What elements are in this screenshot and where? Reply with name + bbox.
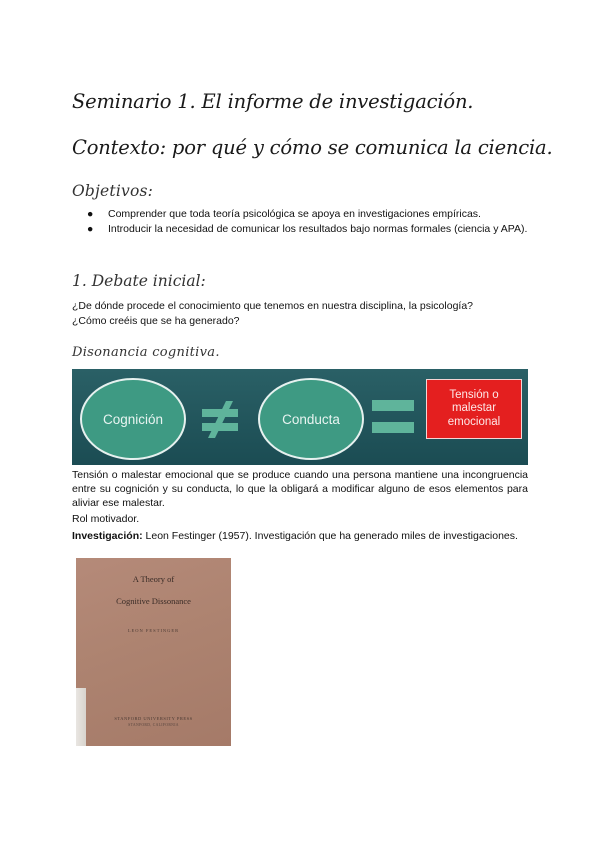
tension-box xyxy=(426,379,522,439)
debate-question: ¿Cómo creéis que se ha generado? xyxy=(72,315,240,327)
debate-question: ¿De dónde procede el conocimiento que tenemos en nuestra disciplina, la psicología? xyxy=(72,300,473,312)
section-heading: Disonancia cognitiva. xyxy=(72,345,220,360)
bullet-icon: ● xyxy=(87,208,94,220)
tension-label: Tensión o malestar emocional xyxy=(447,388,501,428)
cognition-label: Cognición xyxy=(102,411,164,427)
research-label: Investigación: xyxy=(72,530,143,542)
book-place: STANFORD, CALIFORNIA xyxy=(128,723,179,727)
list-item xyxy=(72,208,532,221)
book-cover-photo xyxy=(76,558,231,746)
dissonance-diagram xyxy=(72,369,528,465)
bullet-icon: ● xyxy=(87,223,94,235)
dissonance-definition: Tensión o malestar emocional que se produce cuando una persona mantiene una incongruencia entre su cognición y su conducta, lo que la obligará a modificar alguno de esos elementos para aliviar ese malestar. xyxy=(72,469,528,509)
behavior-ellipse xyxy=(258,378,364,460)
book-author: LEON FESTINGER xyxy=(127,628,180,633)
page-title: Seminario 1. El informe de investigación. xyxy=(72,90,474,113)
behavior-label: Conducta xyxy=(282,411,340,427)
debate-heading: 1. Debate inicial: xyxy=(72,272,206,290)
list-item xyxy=(72,223,532,236)
role-text: Rol motivador. xyxy=(72,513,140,525)
not-equal-icon xyxy=(200,399,240,439)
cognition-ellipse xyxy=(80,378,186,460)
page-subtitle: Contexto: por qué y cómo se comunica la ciencia. xyxy=(72,136,553,159)
objective-text: Comprender que toda teoría psicológica se apoya en investigaciones empíricas. xyxy=(108,208,481,220)
objectives-list xyxy=(72,208,532,238)
book-title-line: A Theory of xyxy=(132,574,175,584)
objective-text: Introducir la necesidad de comunicar los resultados bajo normas formales (ciencia y APA). xyxy=(108,223,528,235)
research-text: Leon Festinger (1957). Investigación que ha generado miles de investigaciones. xyxy=(142,530,518,542)
book-publisher: STANFORD UNIVERSITY PRESS xyxy=(114,716,193,721)
research-paragraph xyxy=(72,529,528,543)
equals-icon xyxy=(372,400,414,434)
objectives-heading: Objetivos: xyxy=(72,182,154,200)
book-title-line: Cognitive Dissonance xyxy=(116,596,191,606)
